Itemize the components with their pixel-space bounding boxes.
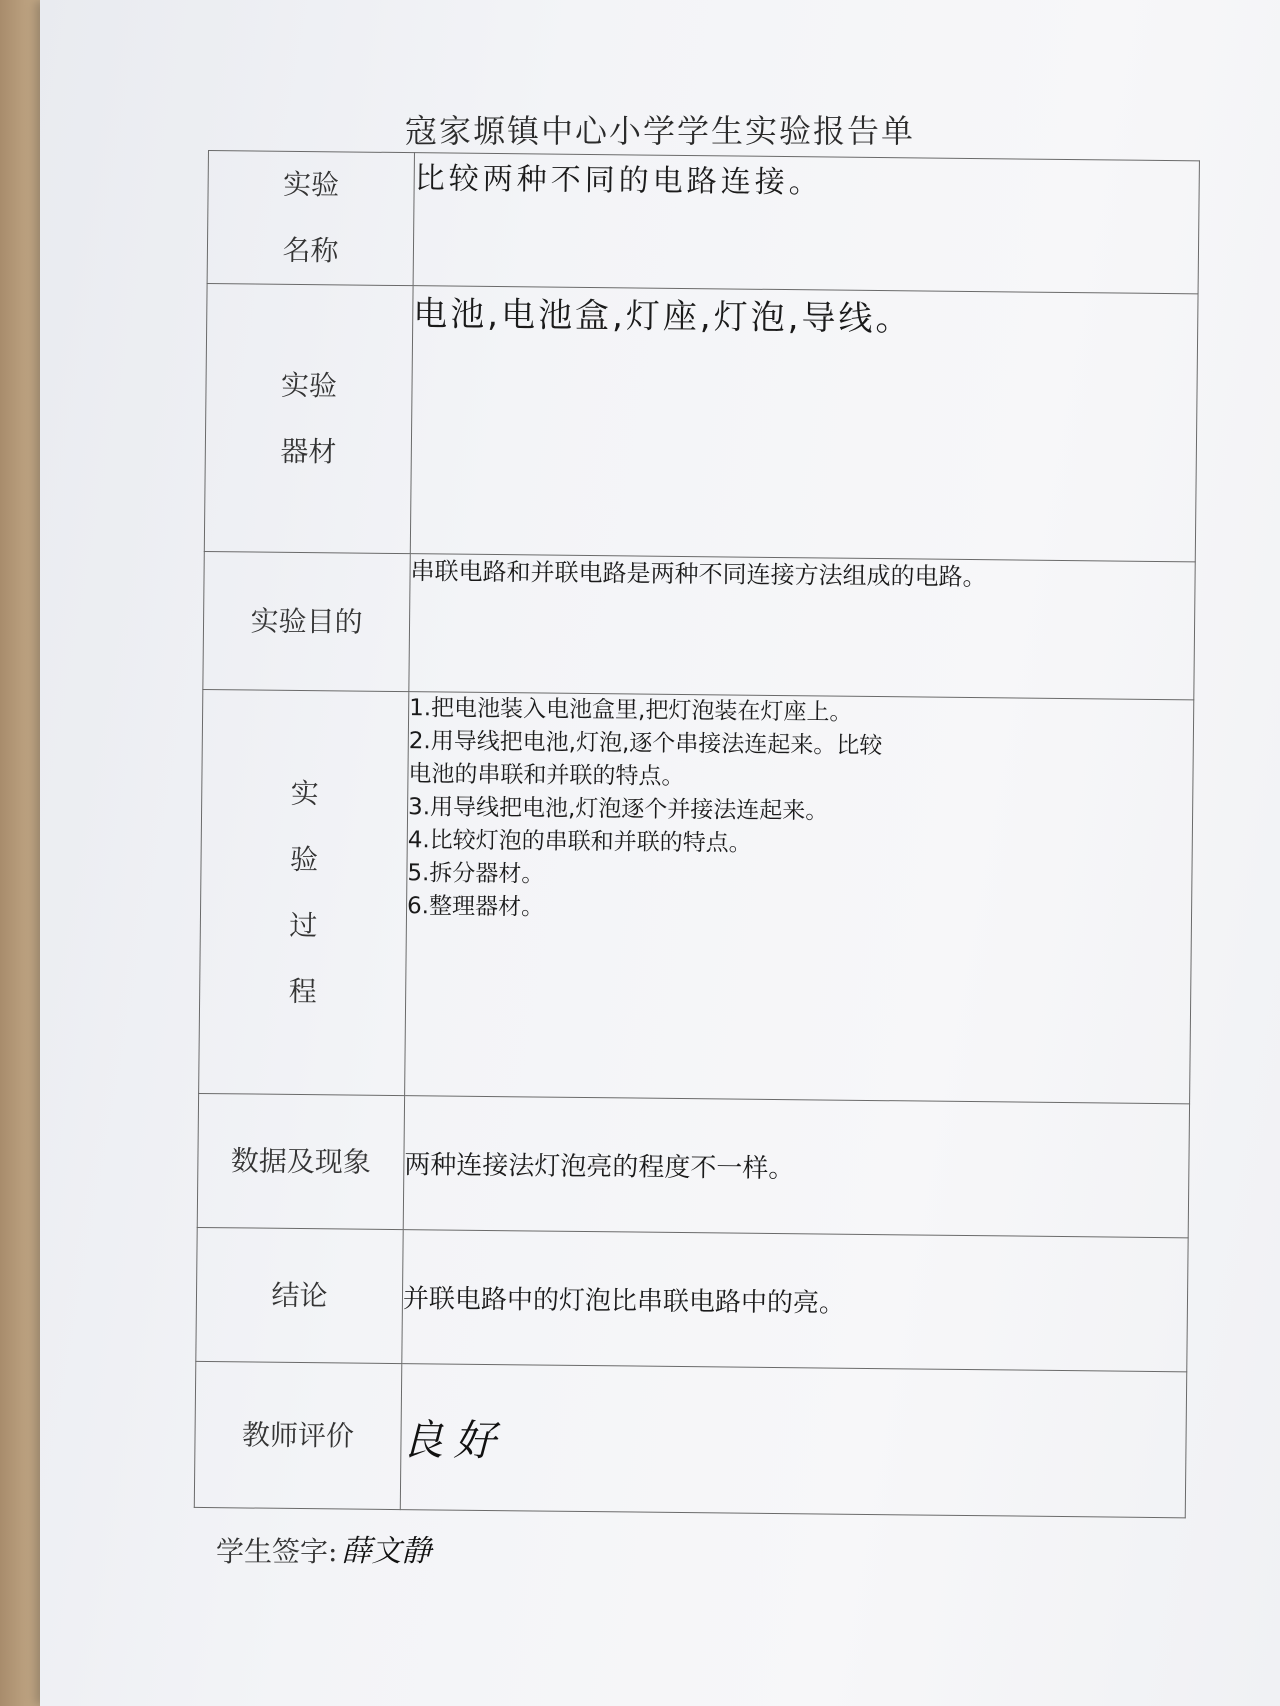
label-materials [204, 283, 413, 553]
process-step: 5.拆分器材。 [407, 860, 545, 888]
process-step: 电池的串联和并联的特点。 [408, 761, 685, 791]
label-data: 数据及现象 [197, 1093, 404, 1229]
label-conclusion: 结论 [196, 1227, 403, 1363]
label-char: 实 [290, 776, 319, 810]
value-data[interactable]: 两种连接法灯泡亮的程度不一样。 [403, 1096, 1189, 1238]
sign-name[interactable]: 薛文静 [341, 1534, 432, 1569]
process-step: 1.把电池装入电池盒里,把灯泡装在灯座上。 [409, 695, 853, 726]
value-evaluation[interactable]: 良好 [400, 1364, 1186, 1518]
process-step: 2.用导线把电池,灯泡,逐个串接法连起来。比较 [408, 728, 883, 760]
student-signature [216, 1526, 431, 1570]
sign-label: 学生签字: [216, 1535, 338, 1568]
label-line: 实验 [280, 368, 338, 402]
row-conclusion [196, 1227, 1188, 1371]
row-data [197, 1093, 1189, 1237]
value-conclusion[interactable]: 并联电路中的灯泡比串联电路中的亮。 [402, 1230, 1188, 1372]
row-process [199, 689, 1194, 1103]
process-step: 4.比较灯泡的串联和并联的特点。 [407, 827, 752, 857]
label-char: 程 [288, 974, 317, 1008]
process-step: 6.整理器材。 [406, 893, 545, 921]
row-materials [204, 283, 1198, 561]
row-evaluation [194, 1361, 1186, 1517]
label-char: 过 [289, 908, 318, 942]
label-line: 实验 [282, 167, 340, 202]
value-process[interactable] [405, 692, 1194, 1104]
label-experiment-name [207, 151, 414, 286]
value-experiment-name[interactable]: 比较两种不同的电路连接。 [413, 153, 1199, 294]
value-materials[interactable]: 电池,电池盒,灯座,灯泡,导线。 [410, 286, 1198, 562]
row-purpose [203, 551, 1195, 699]
label-line: 名称 [282, 233, 339, 268]
process-step: 3.用导线把电池,灯泡逐个并接法连起来。 [407, 794, 829, 825]
label-line: 器材 [280, 434, 337, 468]
label-char: 验 [289, 842, 319, 876]
report-table [194, 150, 1200, 1518]
page-title: 寇家塬镇中心小学学生实验报告单 [404, 112, 915, 150]
value-purpose[interactable]: 串联电路和并联电路是两种不同连接方法组成的电路。 [409, 554, 1195, 700]
label-process [199, 689, 409, 1095]
report-sheet [40, 0, 1280, 1706]
row-experiment-name [207, 151, 1199, 294]
label-purpose: 实验目的 [203, 551, 410, 691]
label-evaluation: 教师评价 [194, 1361, 402, 1509]
